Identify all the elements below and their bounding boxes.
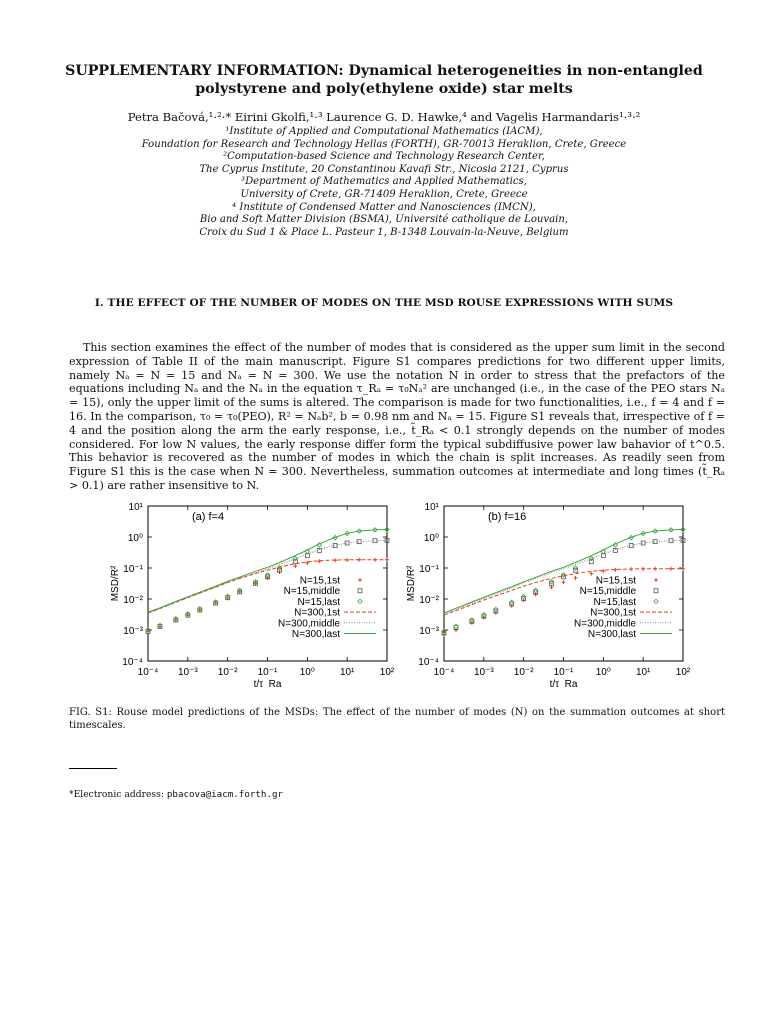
legend-label: N=300,middle (278, 618, 340, 630)
body-paragraph: This section examines the effect of the number of modes that is considered as the upper sum limit in the second expression of Table II of the main manuscript. Figure S1 compares predictions for two different upper limits, namely Nₐ = N = 15 and Nₐ = N = 300. We use the notation N in order to stress that the prefactors of the equations including Nₐ and the Nₐ in the equation τ_Rₐ = τ₀Nₐ² are unchanged (i.e., in the case of the PEO stars Nₐ = 15), only the upper limit of the sums is altered. The comparison is made for two functionalities, i.e., f = 4 and f = 16. In the comparison, τ₀ = τ₀(PEO), R² = Nₐb², b = 0.98 nm and Nₐ = 15. Figure S1 reveals that, irrespective of f = 4 and the position along the arm the early response, i.e., t̃_Rₐ < 0.1 strongly depends on the number of modes considered. For low N values, the early response differ form the typical subdiffusive power law bahavior of t^0.5. This behavior is recovered as the number of modes in which the chain is split increases. As readily seen from Figure S1 this is the case when N = 300. Nevertheless, summation outcomes at intermediate and long times (t̃_Rₐ > 0.1) are rather insensitive to N. (69, 341, 725, 493)
panel-title: (a) f=4 (192, 511, 225, 523)
legend-label: N=300,last (587, 629, 636, 640)
data-point (482, 616, 486, 620)
x-axis-label: t/τ_Ra (549, 679, 578, 688)
affiliation-line: Bio and Soft Matter Division (BSMA), Université catholique de Louvain, (199, 214, 569, 226)
title-line-2: polystyrene and poly(ethylene oxide) star melts (195, 81, 573, 97)
data-point (533, 588, 537, 592)
figure-panel-b (402, 498, 692, 688)
x-tick-label: 10¹ (339, 667, 355, 678)
author-email-link[interactable]: pbacova@iacm.forth.gr (166, 789, 284, 800)
section-heading: I. THE EFFECT OF THE NUMBER OF MODES ON THE MSD ROUSE EXPRESSIONS WITH SUMS (94, 297, 674, 309)
data-point (613, 548, 617, 552)
data-point (317, 548, 321, 552)
y-tick-label: 10⁻¹ (419, 564, 439, 575)
x-tick-label: 10⁻³ (177, 667, 198, 678)
affiliations (40, 126, 728, 239)
x-tick-label: 10⁻² (513, 667, 534, 678)
x-tick-label: 10² (675, 667, 691, 678)
legend-label: N=15,last (593, 596, 636, 608)
data-point (681, 567, 685, 571)
x-axis-label: t/τ_Ra (253, 679, 282, 688)
x-tick-label: 10² (379, 667, 395, 678)
legend-label: N=300,middle (574, 618, 636, 630)
y-tick-label: 10⁻¹ (123, 564, 143, 575)
x-tick-label: 10¹ (635, 667, 651, 678)
data-point (238, 590, 242, 594)
data-point (293, 556, 297, 560)
x-tick-label: 10⁻³ (473, 667, 494, 678)
y-tick-label: 10⁻³ (123, 626, 143, 637)
y-axis-label: MSD/R² (110, 565, 121, 602)
y-axis-label: MSD/R² (406, 565, 417, 602)
data-point (589, 556, 593, 560)
data-point (293, 564, 297, 568)
legend-label: N=300,1st (294, 607, 340, 619)
affiliation-line: ³Department of Mathematics and Applied Mathematics, (241, 176, 527, 188)
y-tick-label: 10⁻² (419, 595, 439, 606)
y-tick-label: 10⁰ (127, 533, 143, 544)
y-tick-label: 10⁻⁴ (418, 657, 439, 668)
series-line (148, 530, 387, 613)
x-tick-label: 10⁰ (299, 667, 315, 678)
data-point (266, 576, 270, 580)
legend-marker (654, 599, 658, 603)
y-tick-label: 10⁰ (423, 533, 439, 544)
author-list: Petra Bačová,¹·²·* Eirini Gkolfi,¹·³ Laurence G. D. Hawke,⁴ and Vagelis Harmandaris¹·³·² (127, 110, 641, 124)
footnote-prefix: *Electronic address: (69, 789, 167, 800)
affiliation-line: University of Crete, GR-71409 Heraklion, Crete, Greece (240, 188, 528, 200)
legend-label: N=15,last (297, 596, 340, 608)
data-point (601, 569, 605, 573)
legend-marker (654, 578, 658, 582)
legend-marker (358, 578, 362, 582)
y-tick-label: 10⁻⁴ (122, 657, 143, 668)
data-point (589, 572, 593, 576)
footnote-rule (69, 768, 117, 769)
title-line-1: SUPPLEMENTARY INFORMATION: Dynamical heterogeneities in non-entangled (65, 63, 703, 79)
legend-marker (654, 589, 658, 593)
data-point (562, 580, 566, 584)
legend-label: N=300,1st (590, 607, 636, 619)
legend-label: N=15,1st (299, 575, 340, 587)
y-tick-label: 10⁻² (123, 595, 143, 606)
data-point (470, 621, 474, 625)
series-line (444, 569, 683, 616)
data-point (573, 576, 577, 580)
plot-frame (148, 506, 387, 661)
y-tick-label: 10¹ (424, 502, 439, 513)
legend-marker (358, 589, 362, 593)
data-point (317, 559, 321, 563)
footnote (69, 789, 283, 800)
affiliation-line: ²Computation-based Science and Technology Research Center, (223, 151, 545, 163)
y-tick-label: 10⁻³ (419, 626, 439, 637)
affiliation-line: Croix du Sud 1 & Place L. Pasteur 1, B-1348 Louvain-la-Neuve, Belgium (199, 226, 569, 238)
data-point (549, 580, 553, 584)
legend-marker (358, 599, 362, 603)
x-tick-label: 10⁰ (595, 667, 611, 678)
affiliation-line: ¹Institute of Applied and Computational Mathematics (IACM), (225, 126, 543, 137)
affiliation-line: The Cyprus Institute, 20 Constantinou Kavafi Str., Nicosia 2121, Cyprus (199, 163, 569, 175)
paper-title (40, 62, 728, 98)
legend-label: N=15,middle (579, 586, 636, 598)
figure-panel-a (106, 498, 396, 688)
x-tick-label: 10⁻² (217, 667, 238, 678)
data-point (589, 560, 593, 564)
panel-title: (b) f=16 (488, 511, 527, 523)
data-point (550, 585, 554, 589)
affiliation-line: ⁴ Institute of Condensed Matter and Nanosciences (IMCN), (232, 201, 536, 213)
x-tick-label: 10⁻⁴ (433, 667, 455, 678)
data-point (550, 581, 554, 585)
legend-label: N=15,1st (595, 575, 636, 587)
x-tick-label: 10⁻¹ (553, 667, 574, 678)
affiliation-line: Foundation for Research and Technology Hellas (FORTH), GR-70013 Heraklion, Crete, Greece (141, 138, 627, 150)
legend-label: N=15,middle (283, 586, 340, 598)
x-tick-label: 10⁻⁴ (137, 667, 159, 678)
x-tick-label: 10⁻¹ (257, 667, 278, 678)
legend-label: N=300,last (291, 629, 340, 640)
y-tick-label: 10¹ (128, 502, 143, 513)
figure-caption: FIG. S1: Rouse model predictions of the MSDs: The effect of the number of modes (N) on the summation outcomes at short timescales. (69, 707, 725, 731)
